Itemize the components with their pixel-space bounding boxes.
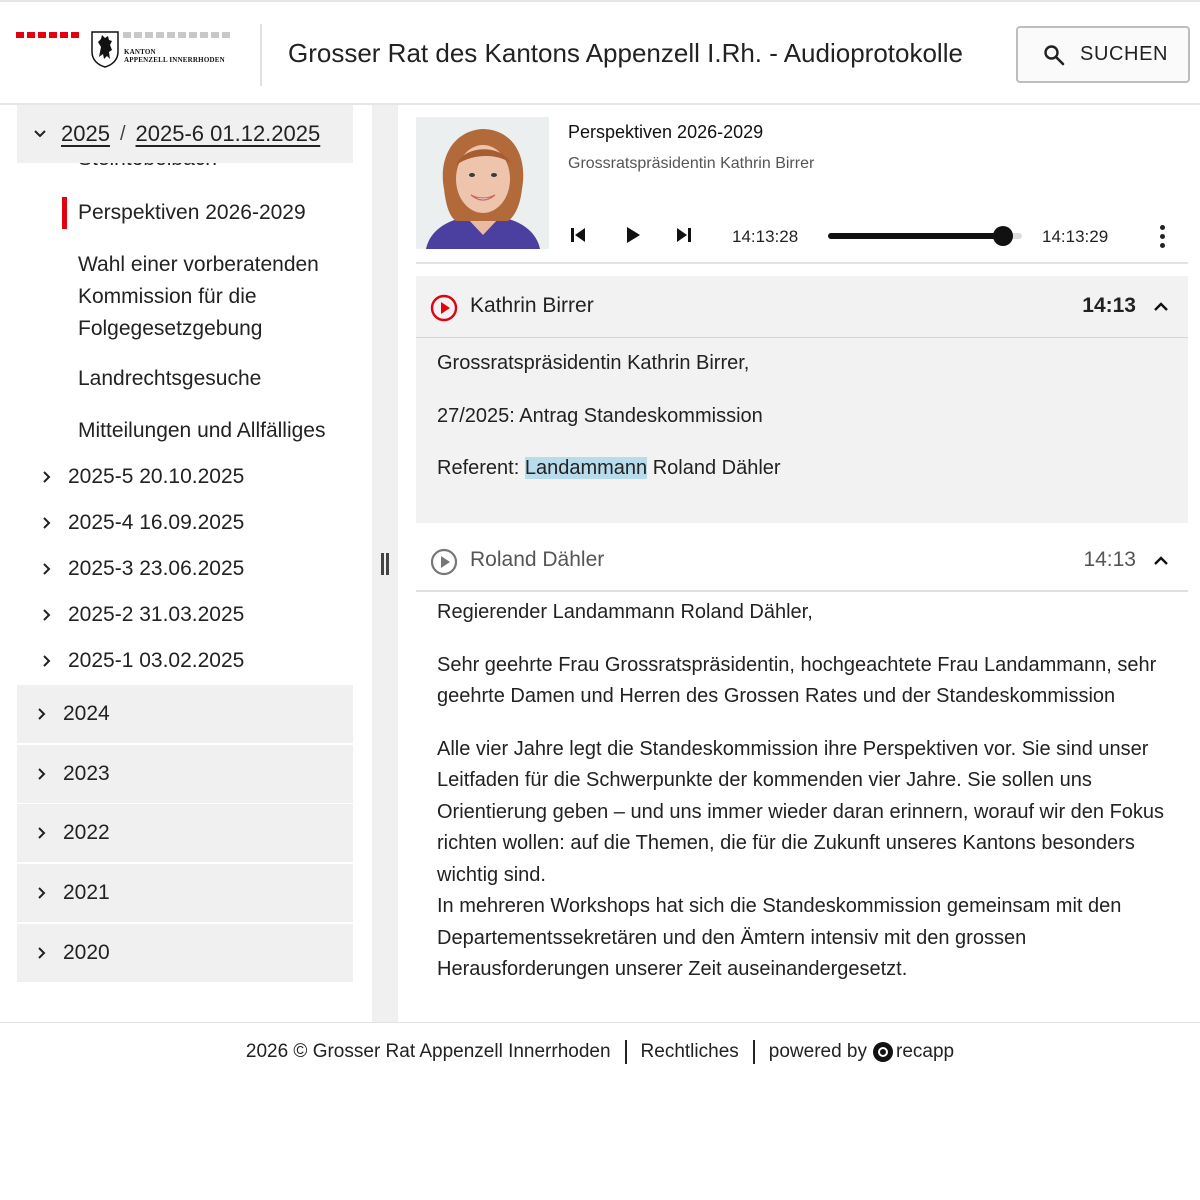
copyright-text: 2026 © Grosser Rat Appenzell Innerrhoden bbox=[245, 1040, 611, 1062]
logo-red-stripes bbox=[16, 32, 79, 38]
current-time: 14:13:28 bbox=[732, 227, 799, 246]
logo-text: KANTON APPENZELL INNERRHODEN bbox=[124, 48, 225, 64]
chevron-right-icon bbox=[35, 827, 47, 839]
page-title: Grosser Rat des Kantons Appenzell I.Rh. - Audioprotokolle bbox=[288, 38, 963, 68]
chevron-right-icon bbox=[35, 947, 47, 959]
canton-logo[interactable] bbox=[16, 28, 246, 78]
chevron-up-icon[interactable] bbox=[1152, 552, 1170, 570]
portrait-image bbox=[416, 117, 549, 249]
transcript-card bbox=[416, 530, 1188, 986]
chevron-right-icon bbox=[40, 655, 52, 667]
transcript-text bbox=[416, 592, 1188, 986]
site-header bbox=[0, 0, 1200, 105]
chevron-down-icon[interactable] bbox=[33, 127, 47, 141]
skip-previous-icon[interactable] bbox=[566, 223, 590, 247]
session-item[interactable] bbox=[40, 638, 244, 684]
year-label: 2024 bbox=[63, 702, 110, 725]
session-label: 2025-5 20.10.2025 bbox=[68, 465, 245, 488]
referent-prefix: Referent: bbox=[437, 457, 520, 479]
session-label: 2025-2 31.03.2025 bbox=[68, 603, 245, 626]
year-item[interactable] bbox=[17, 864, 353, 922]
transcript-paragraph: Sehr geehrte Frau Grossratspräsidentin, hochgeachtete Frau Landammann, sehr geehrte Damen und Herren des Grossen Rates und der Standeskommission bbox=[437, 653, 1157, 707]
transcript-paragraph: 27/2025: Antrag Standeskommission bbox=[437, 404, 763, 427]
footer-divider bbox=[753, 1040, 755, 1064]
progress-thumb[interactable] bbox=[993, 226, 1013, 246]
play-circle-icon[interactable] bbox=[430, 548, 458, 576]
transcript-card-header[interactable] bbox=[416, 530, 1188, 592]
speaker-name: Kathrin Birrer bbox=[470, 294, 594, 317]
skip-next-icon[interactable] bbox=[672, 223, 696, 247]
session-item[interactable] bbox=[40, 592, 244, 638]
chevron-right-icon bbox=[40, 609, 52, 621]
logo-grey-stripes bbox=[123, 32, 230, 38]
more-vertical-icon[interactable] bbox=[1156, 223, 1168, 249]
chevron-right-icon bbox=[40, 471, 52, 483]
transcript-paragraph: Grossratspräsidentin Kathrin Birrer, bbox=[437, 352, 750, 374]
main-content bbox=[398, 105, 1200, 1022]
speaker-time: 14:13 bbox=[1083, 548, 1136, 571]
search-highlight: Landammann bbox=[524, 457, 648, 479]
legal-link[interactable]: Rechtliches bbox=[640, 1040, 739, 1062]
player-divider bbox=[416, 262, 1188, 264]
progress-fill bbox=[828, 233, 1003, 239]
agenda-item-mitteilungen[interactable]: Mitteilungen und Allfälliges bbox=[78, 419, 326, 442]
chevron-right-icon bbox=[40, 517, 52, 529]
breadcrumb-year-link[interactable]: 2025 bbox=[61, 121, 110, 146]
transcript-paragraph: In mehreren Workshops hat sich die Standeskommission gemeinsam mit den Departementssekretären und den Ämtern intensiv mit den grossen Herausforderungen unserer Zeit auseinandergesetzt. bbox=[437, 895, 1122, 980]
session-label: 2025-1 03.02.2025 bbox=[68, 649, 245, 672]
recapp-link[interactable]: recapp bbox=[896, 1040, 955, 1062]
speaker-time: 14:13 bbox=[1082, 294, 1136, 317]
transcript-text bbox=[416, 338, 1188, 485]
session-item[interactable] bbox=[40, 454, 244, 500]
referent-line bbox=[437, 453, 1166, 485]
header-divider bbox=[260, 24, 262, 86]
session-item[interactable] bbox=[40, 546, 244, 592]
chevron-up-icon[interactable] bbox=[1152, 298, 1170, 316]
footer-divider bbox=[625, 1040, 627, 1064]
year-label: 2022 bbox=[63, 821, 110, 844]
search-icon bbox=[1042, 43, 1066, 67]
agenda-item-landrechtsgesuche[interactable]: Landrechtsgesuche bbox=[78, 367, 262, 390]
sidebar-navigation bbox=[0, 105, 372, 1022]
transcript-card-active bbox=[416, 276, 1188, 523]
chevron-right-icon bbox=[35, 708, 47, 720]
transcript-card-header[interactable] bbox=[416, 276, 1188, 338]
breadcrumb-separator: / bbox=[119, 122, 126, 145]
transcript-paragraph: Regierender Landammann Roland Dähler, bbox=[437, 601, 813, 623]
transcript-paragraph: Alle vier Jahre legt die Standeskommission ihre Perspektiven vor. Sie sind unser Leitfaden für die Schwerpunkte der kommenden vier Jahre. Sie sollen uns Orientierung geben – und uns immer wieder daran erinnern, worauf wir den Fokus richten wollen: auf die Themen, die für die Zukunft unseres Kantons besonders wichtig sind. bbox=[437, 737, 1165, 886]
site-footer bbox=[0, 1022, 1200, 1080]
agenda-item-kommission[interactable]: Wahl einer vorberatenden Kommission für die Folgegesetzgebung bbox=[78, 253, 319, 340]
session-label: 2025-4 16.09.2025 bbox=[68, 511, 245, 534]
panel-splitter[interactable] bbox=[372, 105, 398, 1022]
progress-slider[interactable] bbox=[828, 233, 1022, 239]
player-subtitle: Grossratspräsidentin Kathrin Birrer bbox=[568, 155, 815, 172]
drag-handle-icon[interactable] bbox=[380, 553, 390, 575]
agenda-item-perspektiven[interactable]: Perspektiven 2026-2029 bbox=[62, 197, 362, 229]
powered-by-text: powered by bbox=[768, 1040, 867, 1062]
search-button-label: SUCHEN bbox=[1080, 43, 1169, 65]
session-item[interactable] bbox=[40, 500, 244, 546]
player-title: Perspektiven 2026-2029 bbox=[568, 122, 764, 142]
year-label: 2021 bbox=[63, 881, 110, 904]
audio-player bbox=[416, 117, 1188, 257]
recapp-logo-icon bbox=[873, 1042, 893, 1062]
year-item[interactable] bbox=[17, 804, 353, 862]
referent-name: Roland Dähler bbox=[652, 457, 781, 479]
chevron-right-icon bbox=[40, 563, 52, 575]
play-circle-icon[interactable] bbox=[430, 294, 458, 322]
year-item[interactable] bbox=[17, 745, 353, 803]
bear-crest-icon bbox=[90, 30, 120, 68]
year-item[interactable] bbox=[17, 685, 353, 743]
year-item[interactable] bbox=[17, 924, 353, 982]
year-label: 2020 bbox=[63, 941, 110, 964]
search-button[interactable] bbox=[1016, 26, 1190, 83]
breadcrumb bbox=[17, 105, 353, 163]
end-time: 14:13:29 bbox=[1042, 227, 1109, 246]
play-icon[interactable] bbox=[620, 223, 644, 247]
chevron-right-icon bbox=[35, 887, 47, 899]
speaker-name: Roland Dähler bbox=[470, 548, 605, 571]
chevron-right-icon bbox=[35, 768, 47, 780]
breadcrumb-session-link[interactable]: 2025-6 01.12.2025 bbox=[135, 121, 321, 146]
session-label: 2025-3 23.06.2025 bbox=[68, 557, 245, 580]
speaker-portrait bbox=[416, 117, 549, 249]
year-label: 2023 bbox=[63, 762, 110, 785]
